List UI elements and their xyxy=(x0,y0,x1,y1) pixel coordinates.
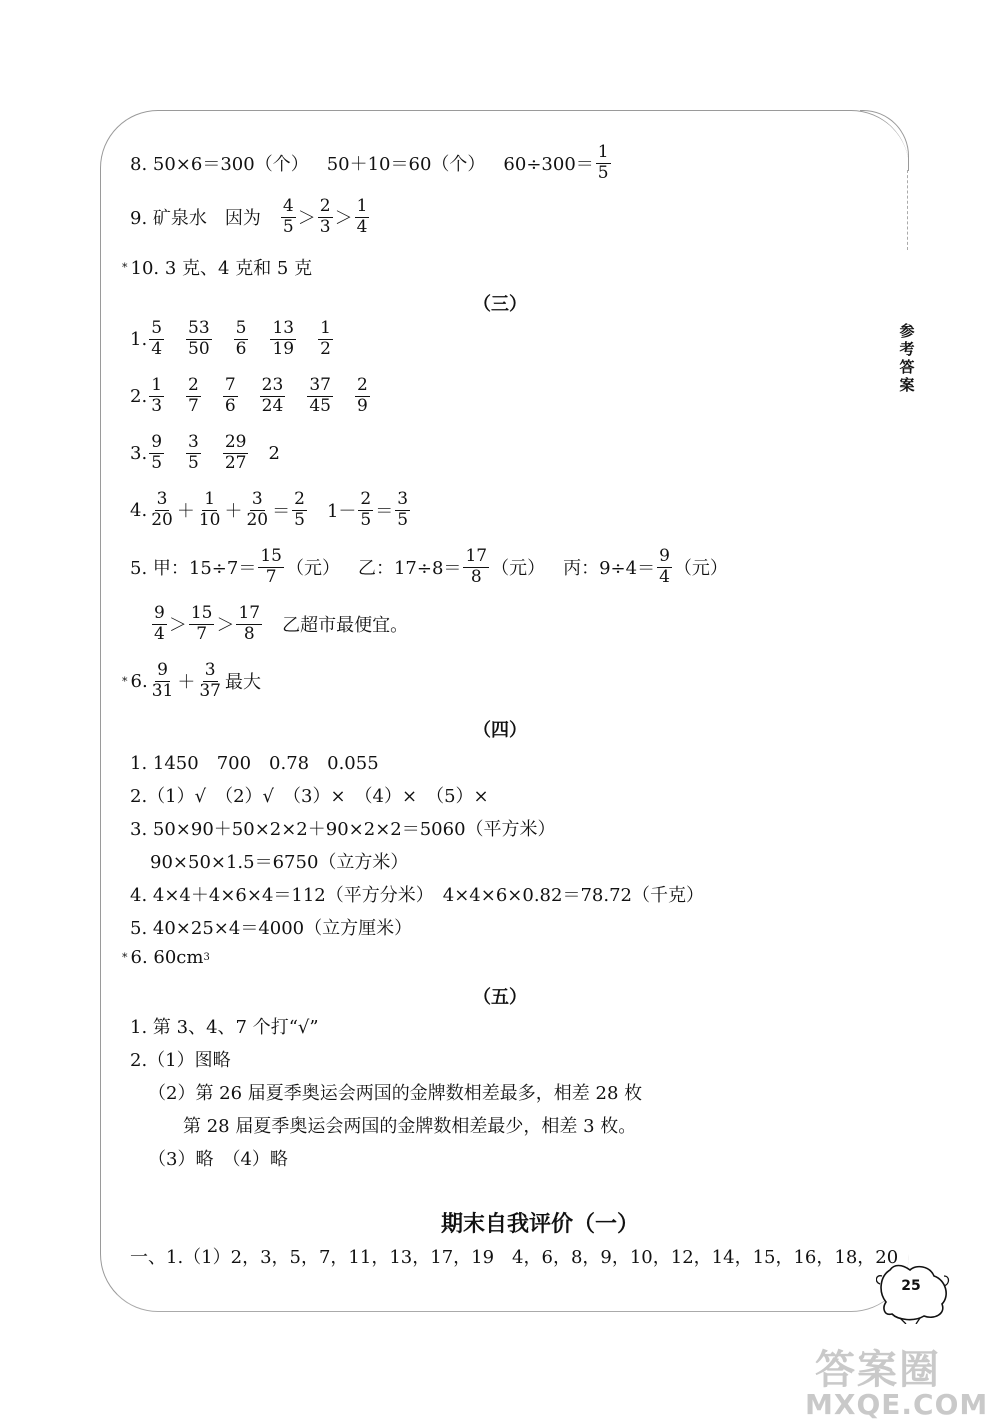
sec3-line-1: 1. $\frac{5}{4}$ $\frac{53}{50}$ $\frac{5}{6}$ $\frac{13}{19}$ $\frac{1}{2}$ xyxy=(130,318,331,359)
fraction: $\frac{2}{3}$ xyxy=(319,196,331,237)
sec3-line-3: 3. $\frac{9}{5}$ $\frac{3}{5}$ $\frac{29}{27}$ 2 xyxy=(130,432,280,473)
sec4-line-1: 1. 1450 700 0.78 0.055 xyxy=(130,753,379,774)
page-edge-dash xyxy=(907,170,908,250)
answer-line-9: 9. 矿泉水 因为 $\frac{4}{5}$ ＞ $\frac{2}{3}$ ＞ $\frac{1}{4}$ xyxy=(130,196,368,237)
sec5-line-4: 第 28 届夏季奥运会两国的金牌数相差最少，相差 3 枚。 xyxy=(183,1116,637,1137)
fraction: $\frac{53}{50}$ xyxy=(188,318,210,359)
fraction: $\frac{3}{5}$ xyxy=(397,489,409,530)
fraction: $\frac{1}{4}$ xyxy=(356,196,368,237)
fraction: $\frac{7}{6}$ xyxy=(224,375,236,416)
side-label-answers: 参 考 答 案 xyxy=(899,322,915,394)
fraction: $\frac{17}{8}$ xyxy=(238,603,261,644)
fraction: $\frac{15}{7}$ xyxy=(190,603,213,644)
fraction: $\frac{23}{24}$ xyxy=(261,375,284,416)
answer-line-8: 8. 50×6＝300（个） 50＋10＝60（个） 60÷300＝ $\frac{1}{5}$ xyxy=(130,142,609,183)
fraction: $\frac{3}{20}$ xyxy=(151,489,173,530)
fraction: $\frac{1}{10}$ xyxy=(198,489,221,530)
page-number: 25 xyxy=(901,1278,921,1294)
sec3-line-5b: $\frac{9}{4}$ ＞ $\frac{15}{7}$ ＞ $\frac{17}{8}$ 乙超市最便宜。 xyxy=(154,603,409,644)
fraction: $\frac{5}{4}$ xyxy=(151,318,163,359)
page-frame-corner xyxy=(860,110,909,171)
fraction: $\frac{2}{7}$ xyxy=(188,375,199,416)
fraction: $\frac{13}{19}$ xyxy=(272,318,295,359)
fraction: $\frac{1}{5}$ xyxy=(597,142,609,183)
sec4-line-6: * 6. 60cm 3 xyxy=(122,947,210,968)
section-heading-4: （四） xyxy=(473,720,527,741)
sec5-line-5: （3）略 （4）略 xyxy=(148,1149,288,1170)
fraction: $\frac{2}{5}$ xyxy=(294,489,305,530)
sec3-line-2: 2. $\frac{1}{3}$ $\frac{2}{7}$ $\frac{7}{6}$ $\frac{23}{24}$ $\frac{37}{45}$ $\frac{2}{9}$ xyxy=(130,375,368,416)
fraction: $\frac{3}{5}$ xyxy=(188,432,199,473)
fraction: $\frac{17}{8}$ xyxy=(465,546,488,587)
fraction: $\frac{4}{5}$ xyxy=(282,196,294,237)
sec4-line-2: 2.（1）√ （2）√ （3）× （4）× （5）× xyxy=(130,786,489,807)
sec4-line-3b: 90×50×1.5＝6750（立方米） xyxy=(150,852,409,873)
fraction: $\frac{9}{4}$ xyxy=(659,546,670,587)
final-eval-title: 期末自我评价（一） xyxy=(440,1212,639,1237)
starred-marker: * xyxy=(122,951,128,964)
answer-line-10: * 10. 3 克、4 克和 5 克 xyxy=(122,258,313,279)
fraction: $\frac{1}{3}$ xyxy=(151,375,163,416)
section-heading-3: （三） xyxy=(473,294,527,315)
sec5-line-2: 2.（1）图略 xyxy=(130,1050,231,1071)
fraction: $\frac{2}{9}$ xyxy=(356,375,368,416)
sec4-line-4: 4. 4×4＋4×6×4＝112（平方分米） 4×4×6×0.82＝78.72（千克） xyxy=(130,885,704,906)
fraction: $\frac{9}{4}$ xyxy=(154,603,165,644)
sec5-line-3: （2）第 26 届夏季奥运会两国的金牌数相差最多，相差 28 枚 xyxy=(148,1083,643,1104)
fraction: $\frac{29}{27}$ xyxy=(224,432,247,473)
sec4-line-5: 5. 40×25×4＝4000（立方厘米） xyxy=(130,918,413,939)
sec3-line-4: 4. $\frac{3}{20}$ ＋ $\frac{1}{10}$ ＋ $\frac{3}{20}$ ＝ $\frac{2}{5}$ 1－ $\frac{2}{5}$ ＝ $\frac{3}{5}$ xyxy=(130,489,409,530)
sec5-line-1: 1. 第 3、4、7 个打“√” xyxy=(130,1017,319,1038)
fraction: $\frac{9}{5}$ xyxy=(151,432,163,473)
fraction: $\frac{3}{20}$ xyxy=(246,489,269,530)
fraction: $\frac{2}{5}$ xyxy=(360,489,372,530)
fraction: $\frac{37}{45}$ xyxy=(309,375,331,416)
sec3-line-5: 5. 甲：15÷7＝ $\frac{15}{7}$ （元） 乙：17÷8＝ $\frac{17}{8}$ （元） 丙：9÷4＝ $\frac{9}{4}$ （元） xyxy=(130,546,728,587)
sec3-line-6: * 6. $\frac{9}{31}$ ＋ $\frac{3}{37}$ 最大 xyxy=(122,660,261,701)
starred-marker: * xyxy=(122,260,128,274)
fraction: $\frac{15}{7}$ xyxy=(260,546,282,587)
starred-marker: * xyxy=(122,674,128,688)
sec4-line-3: 3. 50×90＋50×2×2＋90×2×2＝5060（平方米） xyxy=(130,819,556,840)
final-eval-line-1: 一、1.（1）2，3，5，7，11，13，17，19 4，6，8，9，10，12，14，15，16，18，20 xyxy=(130,1247,899,1268)
watermark-logo: 答案圈 MXQE.COM xyxy=(805,1347,989,1421)
section-heading-5: （五） xyxy=(473,987,527,1008)
fraction: $\frac{3}{37}$ xyxy=(199,660,221,701)
fraction: $\frac{9}{31}$ xyxy=(151,660,174,701)
fraction: $\frac{5}{6}$ xyxy=(235,318,247,359)
fraction: $\frac{1}{2}$ xyxy=(320,318,331,359)
